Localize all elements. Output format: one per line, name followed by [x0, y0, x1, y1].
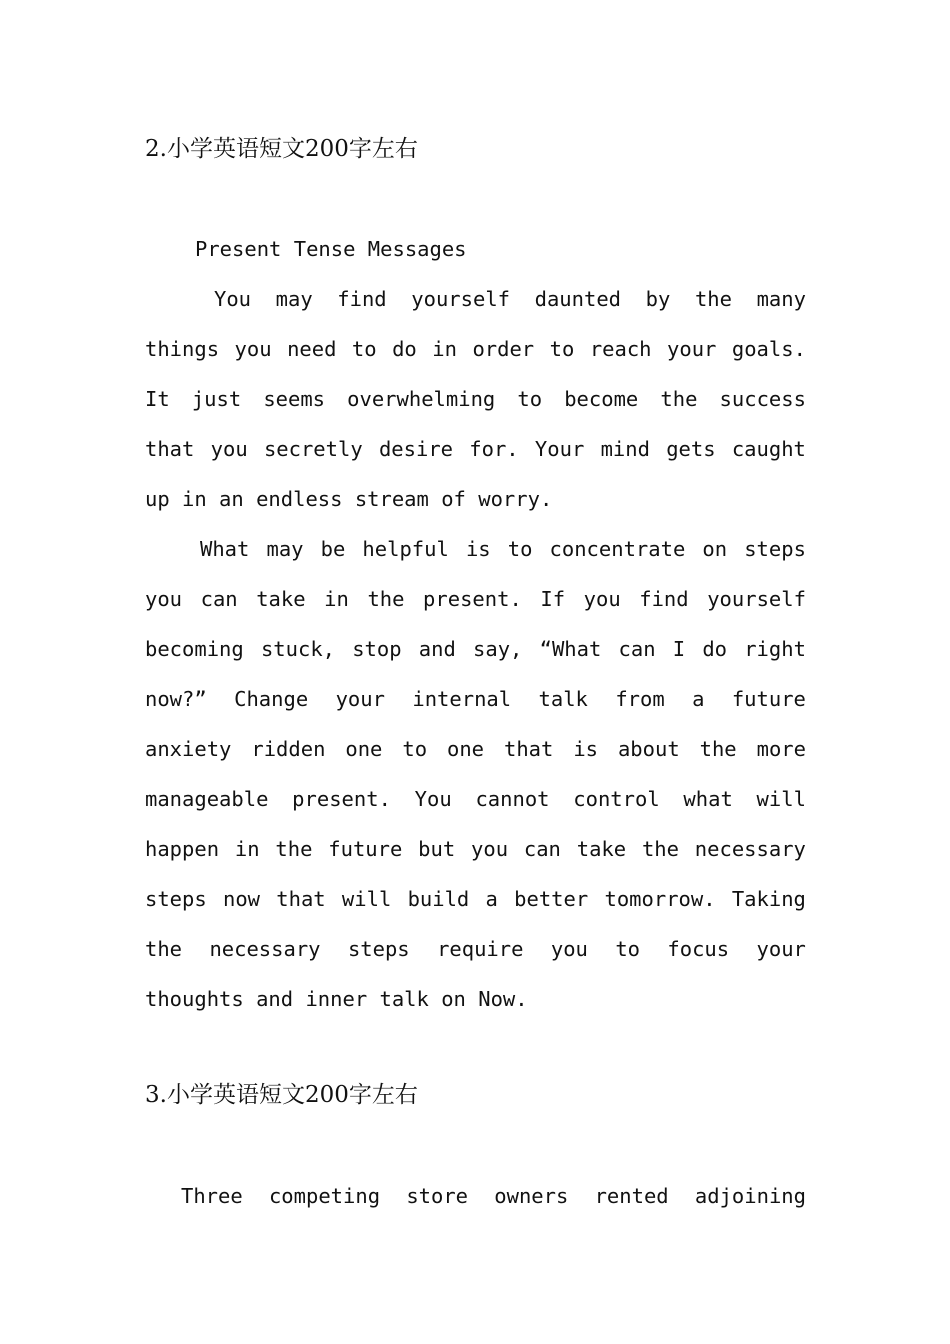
paragraph-line [145, 434, 806, 464]
word: can [200, 587, 238, 611]
paragraph-line [214, 284, 806, 314]
section-heading-2: 2.小学英语短文200字左右 [145, 136, 418, 162]
word: reach [589, 337, 652, 361]
paragraph-line [145, 784, 806, 814]
word: right [744, 637, 806, 661]
word: to [549, 337, 575, 361]
word: to [507, 537, 533, 561]
word: you [234, 337, 272, 361]
word: that [503, 737, 554, 761]
word: seems [263, 387, 326, 411]
word: concentrate [549, 537, 686, 561]
word: you [471, 837, 509, 861]
word: ridden [251, 737, 326, 761]
word: what [683, 787, 733, 811]
paragraph-line [145, 634, 806, 664]
word: necessary [694, 837, 806, 861]
word: you [210, 437, 248, 461]
paragraph-line [181, 1181, 806, 1211]
word: adjoining [694, 1184, 806, 1208]
word: about [617, 737, 680, 761]
word: be [320, 537, 346, 561]
word: stop [352, 637, 402, 661]
word: will [341, 887, 392, 911]
word: you [583, 587, 621, 611]
word: that [276, 887, 326, 911]
word: anxiety [145, 737, 232, 761]
paragraph-line [145, 584, 806, 614]
word: things [145, 337, 220, 361]
word: your [335, 687, 385, 711]
word: require [437, 937, 524, 961]
word: just [191, 387, 242, 411]
word: in [432, 337, 457, 361]
section-heading-3: 3.小学英语短文200字左右 [145, 1082, 418, 1108]
word: mind [600, 437, 650, 461]
word: tomorrow. [604, 887, 716, 911]
word: from [615, 687, 665, 711]
word: may [266, 537, 304, 561]
word: becoming [145, 637, 244, 661]
word: the [694, 287, 732, 311]
word: can [618, 637, 656, 661]
word: on [702, 537, 728, 561]
word: happen [145, 837, 220, 861]
word: stuck, [260, 637, 336, 661]
word: a [692, 687, 705, 711]
word: yourself [707, 587, 806, 611]
word: success [719, 387, 806, 411]
paragraph-line [145, 934, 806, 964]
word: do [392, 337, 417, 361]
word: gets [666, 437, 716, 461]
word: now [222, 887, 261, 911]
word: future [731, 687, 806, 711]
word: manageable [145, 787, 269, 811]
word: find [337, 287, 387, 311]
word: caught [731, 437, 806, 461]
word: to [402, 737, 428, 761]
word: You [414, 787, 452, 811]
paragraph-line [145, 384, 806, 414]
word: is [465, 537, 491, 561]
word: talk [538, 687, 588, 711]
word: better [514, 887, 589, 911]
word: take [576, 837, 627, 861]
word: and [418, 637, 456, 661]
word: owners [494, 1184, 569, 1208]
paragraph-line [145, 884, 806, 914]
paragraph-line [145, 334, 806, 364]
word: steps [347, 937, 410, 961]
word: the [367, 587, 405, 611]
word: one [345, 737, 383, 761]
word: say, [473, 637, 523, 661]
word: Three [181, 1184, 243, 1208]
paragraph-line [200, 534, 806, 564]
word: but [418, 837, 456, 861]
word: necessary [209, 937, 321, 961]
paragraph-line [145, 834, 806, 864]
word: that [145, 437, 195, 461]
word: the [641, 837, 679, 861]
word: build [407, 887, 470, 911]
word: focus [667, 937, 730, 961]
word: find [639, 587, 689, 611]
word: you [145, 587, 183, 611]
word: steps [145, 887, 207, 911]
word: Taking [731, 887, 806, 911]
word: daunted [534, 287, 622, 311]
word: I [672, 637, 686, 661]
word: internal [412, 687, 512, 711]
word: now?” [145, 687, 207, 711]
word: may [275, 287, 313, 311]
word: steps [744, 537, 806, 561]
word: present. [423, 587, 522, 611]
word: control [573, 787, 660, 811]
word: present. [292, 787, 391, 811]
word: will [756, 787, 806, 811]
word: the [660, 387, 698, 411]
word: for. [469, 437, 519, 461]
word: many [756, 287, 806, 311]
word: helpful [362, 537, 449, 561]
word: It [145, 387, 170, 411]
word: to [615, 937, 640, 961]
word: the [145, 937, 183, 961]
word: do [702, 637, 727, 661]
word: overwhelming [347, 387, 496, 411]
word: goals. [731, 337, 806, 361]
word: store [406, 1184, 469, 1208]
word: competing [268, 1184, 381, 1208]
word: yourself [411, 287, 511, 311]
word: by [645, 287, 671, 311]
paragraph-line [145, 734, 806, 764]
word: take [256, 587, 306, 611]
word: one [447, 737, 485, 761]
word: in [324, 587, 349, 611]
word: become [564, 387, 639, 411]
word: your [667, 337, 717, 361]
paragraph-line [145, 684, 806, 714]
word: to [351, 337, 377, 361]
word: to [517, 387, 543, 411]
word: the [699, 737, 737, 761]
word: future [328, 837, 403, 861]
word: more [756, 737, 806, 761]
word: desire [378, 437, 454, 461]
word: “What [539, 637, 602, 661]
word: your [756, 937, 806, 961]
word: the [275, 837, 313, 861]
word: need [287, 337, 337, 361]
paragraph-line: thoughts and inner talk on Now. [145, 987, 528, 1011]
article-title: Present Tense Messages [195, 237, 467, 261]
word: You [214, 287, 252, 311]
word: you [550, 937, 588, 961]
word: If [540, 587, 566, 611]
word: Your [534, 437, 585, 461]
word: What [200, 537, 250, 561]
word: in [234, 837, 260, 861]
word: rented [594, 1184, 669, 1208]
word: can [523, 837, 561, 861]
word: Change [234, 687, 309, 711]
word: cannot [475, 787, 550, 811]
paragraph-line: up in an endless stream of worry. [145, 487, 553, 511]
word: a [485, 887, 498, 911]
word: secretly [263, 437, 363, 461]
word: order [472, 337, 535, 361]
word: is [573, 737, 598, 761]
